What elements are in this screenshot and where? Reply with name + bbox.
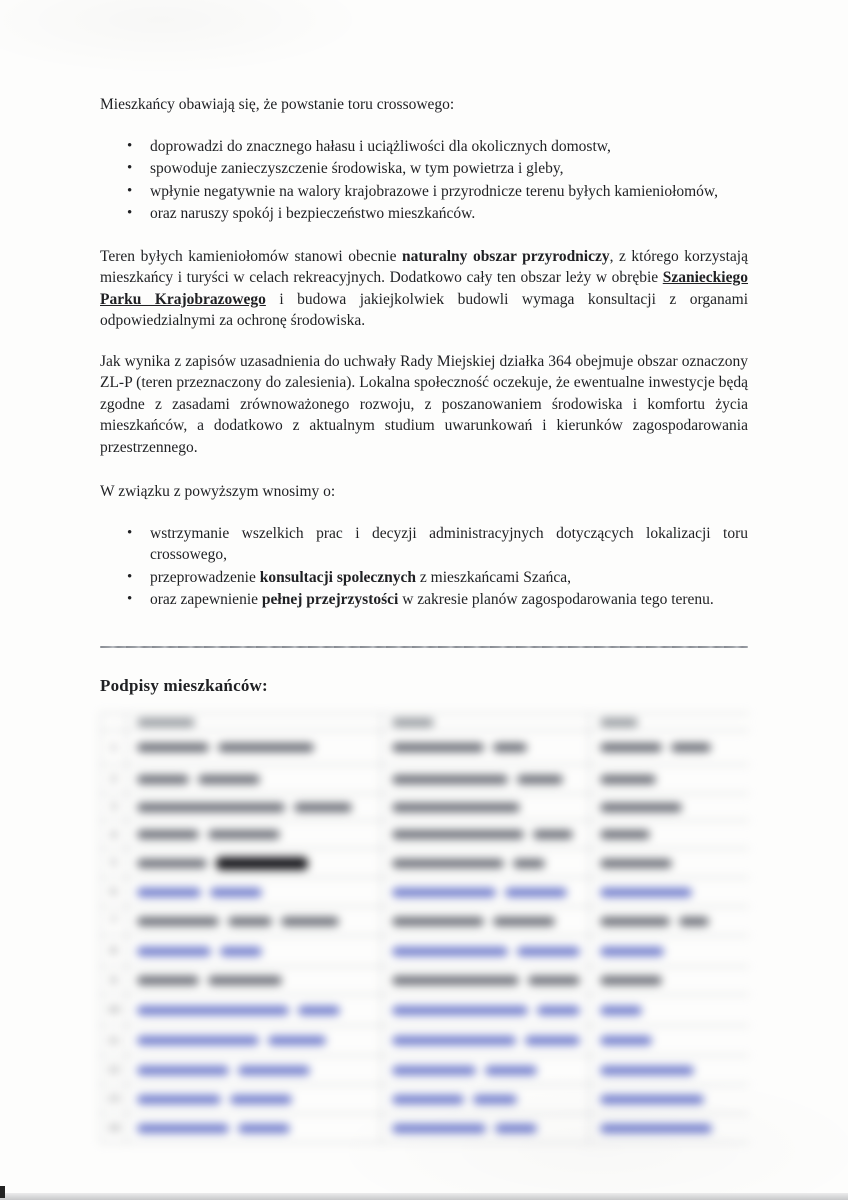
row-number: 9 <box>110 972 117 987</box>
row-number: 2 <box>110 771 117 786</box>
sign-cell <box>589 907 749 935</box>
ink-blob <box>298 1006 340 1015</box>
ink-blob <box>392 718 434 727</box>
concerns-list <box>100 136 748 225</box>
ink-blob <box>392 1124 486 1133</box>
sign-cell <box>589 1085 749 1113</box>
signature-row <box>101 794 749 821</box>
name-cell <box>126 878 381 906</box>
paragraph-zoning: Jak wynika z zapisów uzasadnienia do uchwały Rady Miejskiej działka 364 obejmuje obszar oznaczony ZL-P (teren przeznaczony do zalesienia). Lokalna społeczność oczekuje, że ewentualne inwestycje będą zgodne z zasadami zrównoważonego rozwoju, z poszanowaniem środowiska i komfortu życia mieszkańców, a dodatkowo z aktualnym studium uwarunkowań i kierunków zagospodarowania przestrzennego. <box>100 352 748 456</box>
ink-blob <box>600 1095 704 1104</box>
ink-blob <box>392 1036 516 1045</box>
row-number: 5 <box>110 855 117 870</box>
ink-blob <box>600 1006 642 1015</box>
signature-table <box>100 713 749 1143</box>
ink-blob <box>137 775 189 784</box>
name-cell <box>126 821 381 848</box>
ink-blob <box>495 1124 537 1133</box>
row-number: 14 <box>107 1120 120 1135</box>
ink-blob <box>294 803 352 812</box>
ink-blob <box>392 859 504 868</box>
ink-blob <box>137 803 285 812</box>
name-cell <box>126 849 381 877</box>
row-number: 4 <box>110 826 117 841</box>
ink-blob <box>208 976 282 985</box>
bold-segment: pełnej przejrzystości <box>261 591 399 608</box>
row-number: 8 <box>110 943 117 958</box>
signature-row <box>101 1056 749 1085</box>
addr-cell <box>381 907 589 935</box>
sign-cell <box>589 1056 749 1084</box>
ink-blob <box>230 1095 292 1104</box>
ink-blob <box>600 947 664 956</box>
concern-item: • doprowadzi do znacznego hałasu i uciążliwości dla okolicznych domostw, <box>100 136 748 158</box>
sign-cell <box>589 714 749 730</box>
name-cell <box>126 714 381 730</box>
name-cell <box>126 995 381 1025</box>
ink-blob <box>600 917 670 926</box>
ink-blob <box>208 830 280 839</box>
ink-blob <box>238 1066 310 1075</box>
text-segment: i budowa jakiejkolwiek budowli wymaga konsultacji z organami odpowiedzialnymi za ochronę środowiska. <box>100 290 749 329</box>
ink-blob <box>238 1124 290 1133</box>
ink-blob <box>517 947 580 956</box>
concern-item: • oraz naruszy spokój i bezpieczeństwo mieszkańców. <box>100 203 748 225</box>
ink-blob <box>137 947 211 956</box>
row-number: 3 <box>110 799 117 814</box>
sign-cell <box>589 849 749 877</box>
ink-blob <box>537 1006 580 1015</box>
ink-blob <box>137 718 195 727</box>
name-cell <box>126 1114 381 1142</box>
text-segment: przeprowadzenie <box>150 568 260 586</box>
ink-blob <box>268 1036 326 1045</box>
scan-bottom-edge <box>0 1193 848 1200</box>
row-number: 7 <box>110 913 117 928</box>
blurred-signatures-region <box>100 713 748 1143</box>
addr-cell <box>381 995 589 1025</box>
sign-cell <box>589 1026 749 1055</box>
row-number: 13 <box>107 1091 120 1106</box>
sign-cell <box>589 765 749 793</box>
text-segment: , z którego korzystają mieszkańcy i turyści w celach rekreacyjnych. Dodatkowo cały ten obszar leży w obrębie <box>100 247 748 286</box>
request-item <box>100 567 748 589</box>
sign-cell <box>589 967 749 994</box>
addr-cell <box>381 878 589 906</box>
ink-blob <box>493 917 555 926</box>
paragraph-nature-area <box>100 246 748 332</box>
ink-blob <box>392 1095 464 1104</box>
name-cell <box>126 794 381 820</box>
ink-blob <box>392 775 508 784</box>
ink-blob <box>137 1006 289 1015</box>
ink-blob <box>600 803 682 812</box>
ink-blob <box>600 859 672 868</box>
addr-cell <box>381 1056 589 1084</box>
name-cell <box>126 967 381 994</box>
document-body <box>100 94 748 1143</box>
name-cell <box>126 1085 381 1113</box>
signatures-heading: Podpisy mieszkańców: <box>100 675 268 695</box>
ink-blob <box>600 743 662 752</box>
ink-blob <box>600 718 638 727</box>
ink-blob <box>216 857 308 870</box>
addr-cell <box>381 821 589 848</box>
ink-blob <box>392 888 496 897</box>
ink-blob <box>137 1066 229 1075</box>
ink-blob <box>137 743 209 752</box>
row-number: 12 <box>107 1062 120 1077</box>
ink-blob <box>137 888 201 897</box>
ink-blob <box>137 917 219 926</box>
signature-row <box>101 731 749 765</box>
addr-cell <box>381 794 589 820</box>
ink-blob <box>671 743 711 752</box>
ink-blob <box>600 1124 712 1133</box>
ink-blob <box>137 1124 229 1133</box>
ink-blob <box>493 743 527 752</box>
ink-blob <box>525 1036 580 1045</box>
addr-cell <box>381 936 589 966</box>
name-cell <box>126 1056 381 1084</box>
intro-paragraph: Mieszkańcy obawiają się, że powstanie toru crossowego: <box>100 96 455 113</box>
concern-item: • wpłynie negatywnie na walory krajobrazowe i przyrodnicze terenu byłych kamieniołomów, <box>100 181 748 203</box>
ink-blob <box>137 830 199 839</box>
addr-cell <box>381 765 589 793</box>
sign-cell <box>589 1114 749 1142</box>
scan-corner-mark <box>0 1186 5 1198</box>
ink-blob <box>392 976 519 985</box>
addr-cell <box>381 1114 589 1142</box>
name-cell <box>126 765 381 793</box>
ink-blob <box>600 1036 652 1045</box>
ink-blob <box>137 1036 259 1045</box>
signature-row <box>101 967 749 995</box>
sign-cell <box>589 878 749 906</box>
sign-cell <box>589 936 749 966</box>
ink-blob <box>392 917 484 926</box>
bold-segment: konsultacji spolecznych <box>259 568 417 586</box>
row-number: 11 <box>107 1032 120 1047</box>
ink-blob <box>392 830 524 839</box>
sign-cell <box>589 995 749 1025</box>
signature-row <box>101 936 749 967</box>
ink-blob <box>517 775 563 784</box>
ink-blob <box>218 743 314 752</box>
sign-cell <box>589 794 749 820</box>
ink-blob <box>600 775 656 784</box>
ink-blob <box>473 1095 517 1104</box>
addr-cell <box>381 1085 589 1113</box>
name-cell <box>126 731 381 764</box>
signature-row <box>101 1085 749 1114</box>
name-cell <box>126 907 381 935</box>
row-number: 1 <box>110 739 117 754</box>
signature-row <box>101 849 749 878</box>
addr-cell <box>381 849 589 877</box>
name-cell <box>126 1026 381 1055</box>
name-cell <box>126 936 381 966</box>
ink-blob <box>392 1066 476 1075</box>
ink-blob <box>679 917 709 926</box>
row-number: 10 <box>107 1002 120 1017</box>
ink-blob <box>600 1066 694 1075</box>
signature-row <box>101 714 749 731</box>
ink-blob <box>600 976 662 985</box>
ink-blob <box>600 888 692 897</box>
ink-blob <box>513 859 545 868</box>
text-segment: w zakresie planów zagospodarowania tego terenu. <box>398 591 714 608</box>
signature-row <box>101 878 749 907</box>
addr-cell <box>381 967 589 994</box>
ink-blob <box>137 976 199 985</box>
bold-natural-area: naturalny obszar przyrodniczy <box>401 247 610 265</box>
ink-blob <box>392 947 508 956</box>
request-intro: W związku z powyższym wnosimy o: <box>100 483 336 500</box>
text-segment: Teren byłych kamieniołomów stanowi obecnie <box>100 247 402 265</box>
request-item <box>100 589 748 611</box>
text-segment: oraz zapewnienie <box>150 591 262 608</box>
text-segment: wstrzymanie wszelkich prac i decyzji administracyjnych dotyczących lokalizacji toru crossowego, <box>150 524 748 563</box>
ink-blob <box>392 1006 528 1015</box>
signature-row <box>101 907 749 936</box>
ink-blob <box>485 1066 537 1075</box>
sign-cell <box>589 821 749 848</box>
park-name-underlined: Szanieckiego Parku Krajobrazowego <box>100 269 748 308</box>
ink-blob <box>528 976 580 985</box>
requests-list <box>100 523 748 611</box>
ink-blob <box>600 830 650 839</box>
addr-cell <box>381 714 589 730</box>
ink-blob <box>137 1095 221 1104</box>
ink-blob <box>198 775 260 784</box>
addr-cell <box>381 1026 589 1055</box>
signature-row <box>101 1026 749 1056</box>
row-number: 6 <box>110 884 117 899</box>
text-segment: z mieszkańcami Szańca, <box>416 568 571 586</box>
ink-blob <box>533 830 573 839</box>
ink-blob <box>392 803 520 812</box>
signature-row <box>101 821 749 849</box>
ink-blob <box>281 917 339 926</box>
ink-blob <box>505 888 567 897</box>
signature-row <box>101 1114 749 1143</box>
ink-blob <box>220 947 262 956</box>
request-item <box>100 523 748 566</box>
ink-blob <box>392 743 484 752</box>
addr-cell <box>381 731 589 764</box>
ink-blob <box>137 859 207 868</box>
signature-row <box>101 995 749 1026</box>
sign-cell <box>589 731 749 764</box>
concern-item: • spowoduje zanieczyszczenie środowiska, w tym powietrza i gleby, <box>100 158 748 180</box>
section-divider-line <box>100 646 748 648</box>
ink-blob <box>228 917 272 926</box>
signature-row <box>101 765 749 794</box>
ink-blob <box>210 888 262 897</box>
